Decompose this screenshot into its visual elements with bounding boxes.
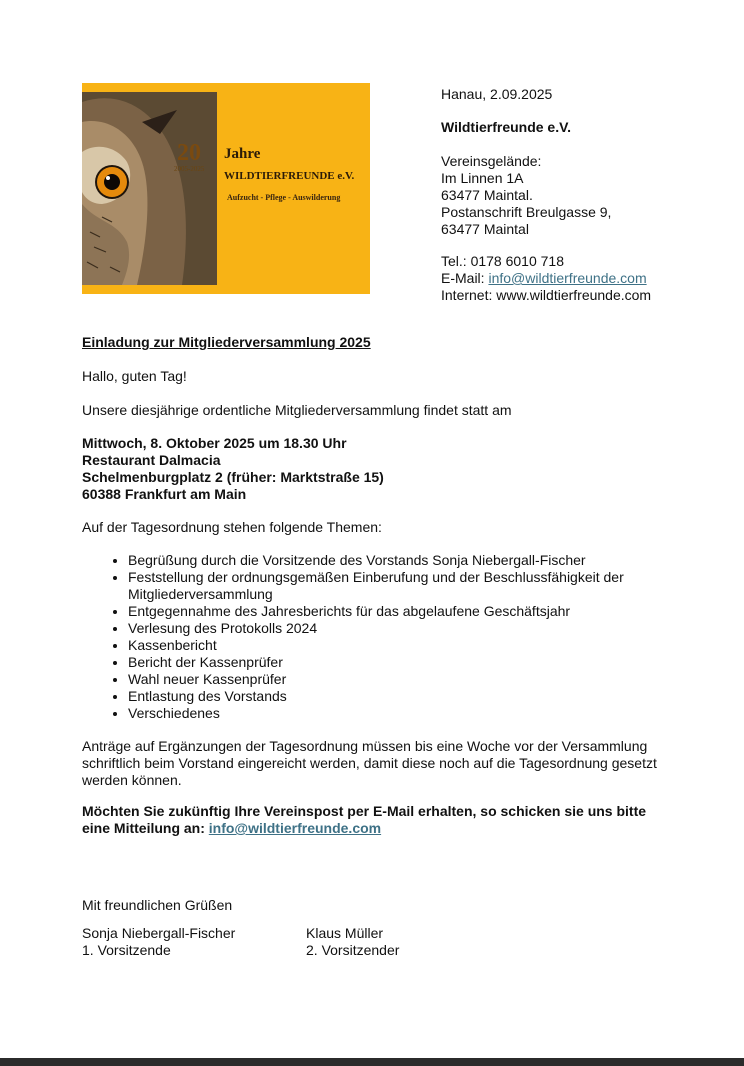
signatures bbox=[82, 925, 682, 959]
agenda-item: • Verschiedenes bbox=[128, 705, 682, 722]
event-city: 60388 Frankfurt am Main bbox=[82, 486, 247, 502]
email-notice-text: Möchten Sie zukünftig Ihre Vereinspost per E-Mail erhalten, so schicken sie uns bitte eine Mitteilung an: bbox=[82, 803, 647, 836]
signer-role: 1. Vorsitzende bbox=[82, 942, 171, 958]
letter-date: Hanau, 2.09.2025 bbox=[441, 86, 553, 102]
agenda-list bbox=[82, 552, 682, 722]
logo-jahre: Jahre bbox=[224, 146, 261, 162]
motions-paragraph: Anträge auf Ergänzungen der Tagesordnung müssen bis eine Woche vor der Versammlung schriftlich beim Vorstand eingereicht werden, damit diese noch auf die Tagesordnung gesetzt werden können. bbox=[82, 738, 657, 788]
closing: Mit freundlichen Grüßen bbox=[82, 897, 233, 913]
logo-tagline: Aufzucht - Pflege - Auswilderung bbox=[227, 193, 341, 202]
agenda-item: • Bericht der Kassenprüfer bbox=[128, 654, 682, 671]
sender-address-block bbox=[441, 86, 731, 304]
phone-number: Tel.: 0178 6010 718 bbox=[441, 253, 564, 269]
logo-number: 20 bbox=[177, 140, 201, 166]
agenda-item: • Wahl neuer Kassenprüfer bbox=[128, 671, 682, 688]
email-notice bbox=[82, 803, 662, 837]
event-details bbox=[82, 435, 682, 503]
agenda-item: • Entlastung des Vorstands bbox=[128, 688, 682, 705]
email-label: E-Mail: bbox=[441, 270, 489, 286]
email-notice-link[interactable]: info@wildtierfreunde.com bbox=[208, 820, 382, 836]
event-street: Schelmenburgplatz 2 (früher: Marktstraße 15) bbox=[82, 469, 384, 485]
bottom-bar bbox=[0, 1058, 744, 1066]
address-line: Vereinsgelände: bbox=[441, 153, 542, 169]
address-line: Postanschrift Breulgasse 9, bbox=[441, 204, 612, 220]
logo-years: 2005-2025 bbox=[174, 165, 205, 173]
event-date: Mittwoch, 8. Oktober 2025 um 18.30 Uhr bbox=[82, 435, 347, 451]
address-line: 63477 Maintal. bbox=[441, 187, 533, 203]
email-line bbox=[441, 270, 731, 287]
owl-photo-icon bbox=[82, 92, 217, 285]
email-link[interactable]: info@wildtierfreunde.com bbox=[488, 270, 647, 286]
logo-club-name: WILDTIERFREUNDE e.V. bbox=[224, 170, 355, 182]
agenda-item: • Entgegennahme des Jahresberichts für das abgelaufene Geschäftsjahr bbox=[128, 603, 682, 620]
sender-org: Wildtierfreunde e.V. bbox=[441, 119, 572, 135]
signer-role: 2. Vorsitzender bbox=[306, 942, 400, 958]
letter-body bbox=[82, 334, 682, 959]
agenda-intro: Auf der Tagesordnung stehen folgende Themen: bbox=[82, 519, 382, 535]
signer-name: Klaus Müller bbox=[306, 925, 384, 941]
address-line: 63477 Maintal bbox=[441, 221, 529, 237]
signature-second bbox=[306, 925, 399, 959]
address-line: Im Linnen 1A bbox=[441, 170, 524, 186]
letter-subject: Einladung zur Mitgliederversammlung 2025 bbox=[82, 334, 371, 350]
signer-name: Sonja Niebergall-Fischer bbox=[82, 925, 236, 941]
event-venue: Restaurant Dalmacia bbox=[82, 452, 221, 468]
website: Internet: www.wildtierfreunde.com bbox=[441, 287, 652, 303]
greeting: Hallo, guten Tag! bbox=[82, 368, 187, 384]
agenda-item: • Kassenbericht bbox=[128, 637, 682, 654]
club-logo bbox=[82, 83, 370, 294]
intro-text: Unsere diesjährige ordentliche Mitgliederversammlung findet statt am bbox=[82, 402, 512, 418]
agenda-item: • Feststellung der ordnungsgemäßen Einberufung und der Beschlussfähigkeit der Mitgliederversammlung bbox=[128, 569, 682, 603]
agenda-item: • Verlesung des Protokolls 2024 bbox=[128, 620, 682, 637]
agenda-item: • Begrüßung durch die Vorsitzende des Vorstands Sonja Niebergall-Fischer bbox=[128, 552, 682, 569]
signature-first bbox=[82, 925, 235, 959]
